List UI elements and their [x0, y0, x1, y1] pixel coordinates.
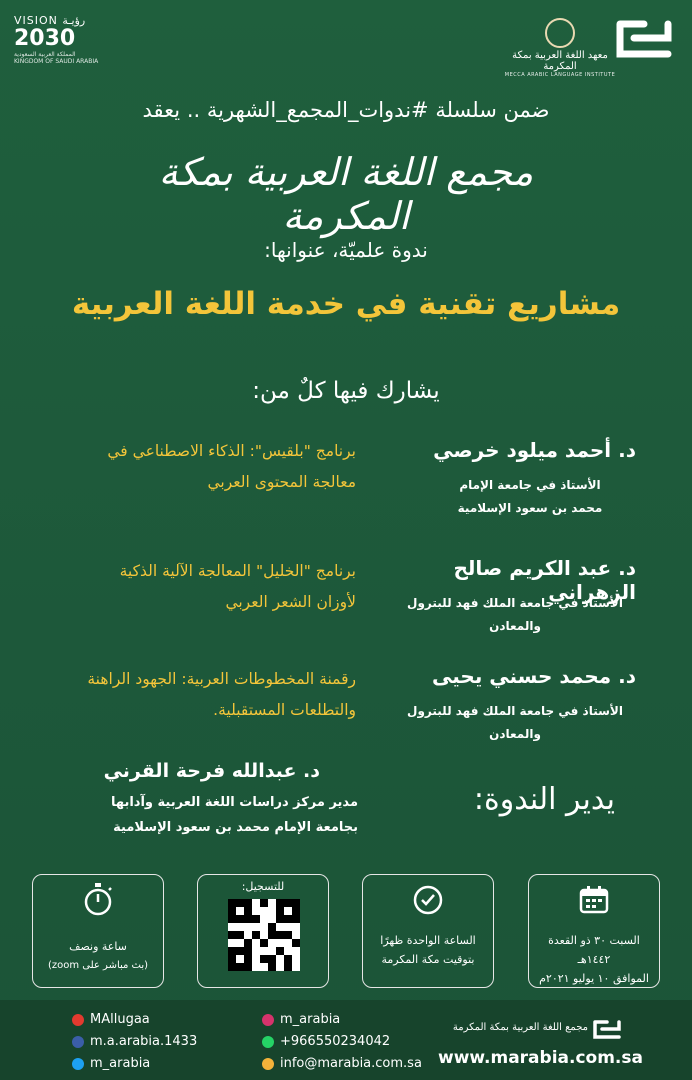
- footer: [0, 1000, 692, 1080]
- qr-code-icon[interactable]: [228, 899, 300, 971]
- speaker-2-name: د. عبد الكريم صالح الزهراني: [453, 556, 636, 604]
- vision-sub-arabic: المملكة العربية السعودية: [14, 51, 76, 58]
- clock-icon: [412, 884, 444, 916]
- speaker-2-topic-line1: برنامج "الخليل" المعالجة الآلية الذكية: [119, 562, 356, 580]
- footer-academy-name: مجمع اللغة العربية بمكة المكرمة: [452, 1022, 588, 1033]
- intro-text: ضمن سلسلة #ندوات_المجمع_الشهرية .. يعقد: [142, 98, 550, 122]
- email-address: info@marabia.com.sa: [280, 1056, 422, 1071]
- speaker-1-affiliation-line1: الأستاذ في جامعة الإمام: [459, 478, 601, 492]
- website-link[interactable]: www.marabia.com.sa: [438, 1048, 643, 1068]
- speaker-3-topic-line2: والتطلعات المستقبلية.: [213, 701, 356, 719]
- whatsapp-icon: [262, 1036, 274, 1048]
- speaker-1-affiliation-line2: محمد بن سعود الإسلامية: [457, 501, 603, 515]
- vision-year: 2030: [14, 26, 76, 51]
- stopwatch-icon: [83, 881, 113, 917]
- twitter-icon: [72, 1058, 84, 1070]
- institute-emblem-icon: [545, 18, 575, 48]
- youtube-handle: MAllugaa: [90, 1012, 150, 1027]
- twitter-link[interactable]: [72, 1056, 150, 1071]
- speaker-1-topic-line2: معالجة المحتوى العربي: [207, 473, 356, 491]
- vision-sub-english: KINGDOM OF SAUDI ARABIA: [14, 58, 99, 65]
- whatsapp-number: +966550234042: [280, 1034, 391, 1049]
- register-label: للتسجيل:: [241, 880, 285, 893]
- seminar-title: مشاريع تقنية في خدمة اللغة العربية: [71, 286, 621, 322]
- speaker-1-name: د. أحمد ميلود خرصي: [433, 438, 636, 462]
- email-icon: [262, 1058, 274, 1070]
- date-line2: الموافق ١٠ يوليو ٢٠٢١م: [539, 972, 649, 985]
- date-line1: السبت ٣٠ ذو القعدة ١٤٤٢هـ: [548, 934, 640, 966]
- vision-arabic: رؤيـة: [62, 14, 86, 27]
- duration-line1: ساعة ونصف: [69, 940, 127, 953]
- duration-box: [32, 874, 164, 988]
- speaker-2-affiliation: الأستاذ في جامعة الملك فهد للبترول والمعادن: [407, 596, 623, 633]
- twitter-handle: m_arabia: [90, 1056, 151, 1071]
- institute-name-arabic: معهد اللغة العربية بمكة المكرمة: [512, 50, 608, 72]
- academy-logo-icon: [614, 16, 674, 64]
- moderator-name: د. عبدالله فرحة القرني: [103, 760, 320, 782]
- speaker-3-topic: [20, 664, 356, 726]
- speaker-3-name: د. محمد حسني يحيى: [432, 664, 636, 688]
- speaker-1-topic: [20, 436, 356, 498]
- footer-academy-logo-icon: [590, 1018, 624, 1042]
- time-text: [367, 931, 489, 969]
- instagram-handle: m_arabia: [280, 1012, 341, 1027]
- facebook-handle: m.a.arabia.1433: [90, 1034, 198, 1049]
- speaker-2-topic-line2: لأوزان الشعر العربي: [225, 593, 356, 611]
- date-text: [533, 931, 655, 988]
- time-line1: الساعة الواحدة ظهرًا: [380, 934, 476, 947]
- duration-line2: (بث مباشر على zoom): [47, 960, 149, 971]
- speaker-1-topic-line1: برنامج "بلقيس": الذكاء الاصطناعي في: [107, 442, 356, 460]
- email-link[interactable]: [262, 1056, 422, 1071]
- moderator-affiliation-line2: بجامعة الإمام محمد بن سعود الإسلامية: [113, 820, 358, 835]
- facebook-link[interactable]: [72, 1034, 197, 1049]
- registration-box: [197, 874, 329, 988]
- speaker-3-affiliation: الأستاذ في جامعة الملك فهد للبترول والمعادن: [407, 704, 623, 741]
- speaker-2-topic: [20, 556, 356, 618]
- whatsapp-link[interactable]: [262, 1034, 390, 1049]
- instagram-icon: [262, 1014, 274, 1026]
- seminar-label: ندوة علميّة، عنوانها:: [264, 238, 428, 262]
- vision-word: VISION: [14, 14, 58, 27]
- instagram-link[interactable]: [262, 1012, 340, 1027]
- participants-label: يشارك فيها كلٌ من:: [252, 378, 440, 404]
- youtube-icon: [72, 1014, 84, 1026]
- institute-name-english: MECCA ARABIC LANGUAGE INSTITUTE: [504, 72, 616, 78]
- institute-logo: [500, 18, 620, 78]
- time-box: [362, 874, 494, 988]
- time-line2: بتوقيت مكة المكرمة: [381, 953, 475, 966]
- duration-text: [37, 937, 159, 975]
- date-box: [528, 874, 660, 988]
- moderator-affiliation-line1: مدير مركز دراسات اللغة العربية وآدابها: [111, 795, 358, 810]
- calendar-icon: [579, 885, 609, 915]
- moderator-label: يدير الندوة:: [473, 782, 615, 817]
- moderator-affiliation: [40, 790, 358, 840]
- youtube-link[interactable]: [72, 1012, 150, 1027]
- facebook-icon: [72, 1036, 84, 1048]
- speaker-1-affiliation: [420, 474, 640, 520]
- academy-calligraphy: مجمع اللغة العربية بمكة المكرمة: [158, 150, 534, 238]
- speaker-3-topic-line1: رقمنة المخطوطات العربية: الجهود الراهنة: [87, 670, 356, 688]
- vision-2030-logo: [14, 14, 104, 65]
